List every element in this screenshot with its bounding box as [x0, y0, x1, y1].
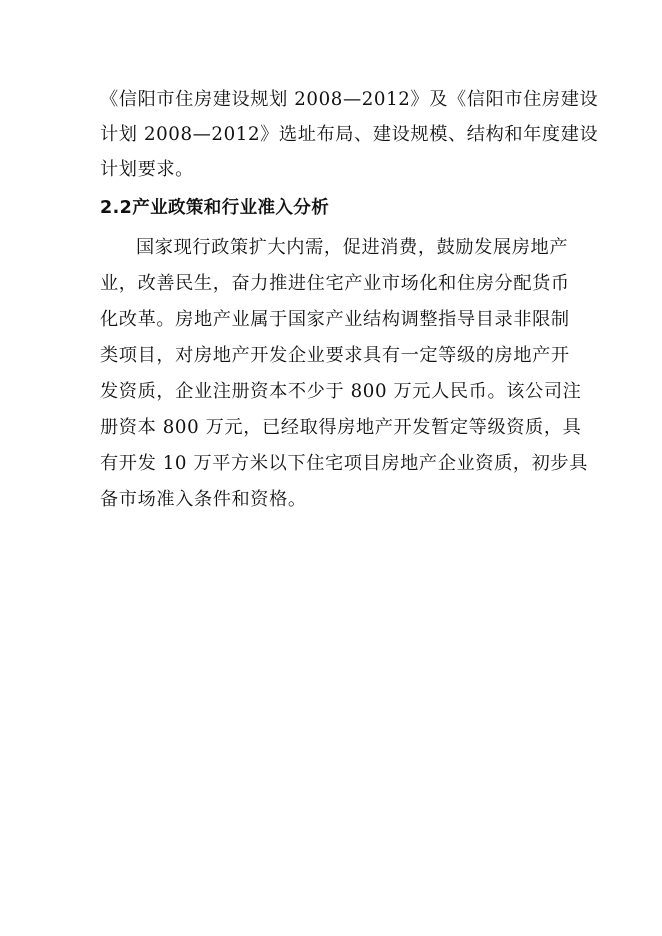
paragraph-line-3: 化改革。房地产业属于国家产业结构调整指导目录非限制: [100, 309, 570, 330]
paragraph-line-5: 发资质，企业注册资本不少于 800 万元人民币。该公司注: [100, 381, 582, 402]
paragraph-line-2: 业，改善民生，奋力推进住宅产业市场化和住房分配货币: [100, 273, 570, 294]
intro-line-3: 计划要求。: [100, 159, 194, 180]
paragraph-line-6: 册资本 800 万元，已经取得房地产开发暂定等级资质，具: [100, 417, 582, 438]
intro-line-1: 《信阳市住房建设规划 2008—2012》及《信阳市住房建设: [100, 89, 599, 110]
section-heading: 2.2产业政策和行业准入分析: [100, 198, 330, 218]
paragraph-line-8: 备市场准入条件和资格。: [100, 489, 307, 510]
paragraph-line-4: 类项目，对房地产开发企业要求具有一定等级的房地产开: [100, 345, 570, 366]
paragraph-line-7: 有开发 10 万平方米以下住宅项目房地产企业资质，初步具: [100, 453, 589, 474]
intro-line-2: 计划 2008—2012》选址布局、建设规模、结构和年度建设: [100, 124, 599, 145]
paragraph-line-1: 国家现行政策扩大内需，促进消费，鼓励发展房地产: [136, 237, 569, 258]
